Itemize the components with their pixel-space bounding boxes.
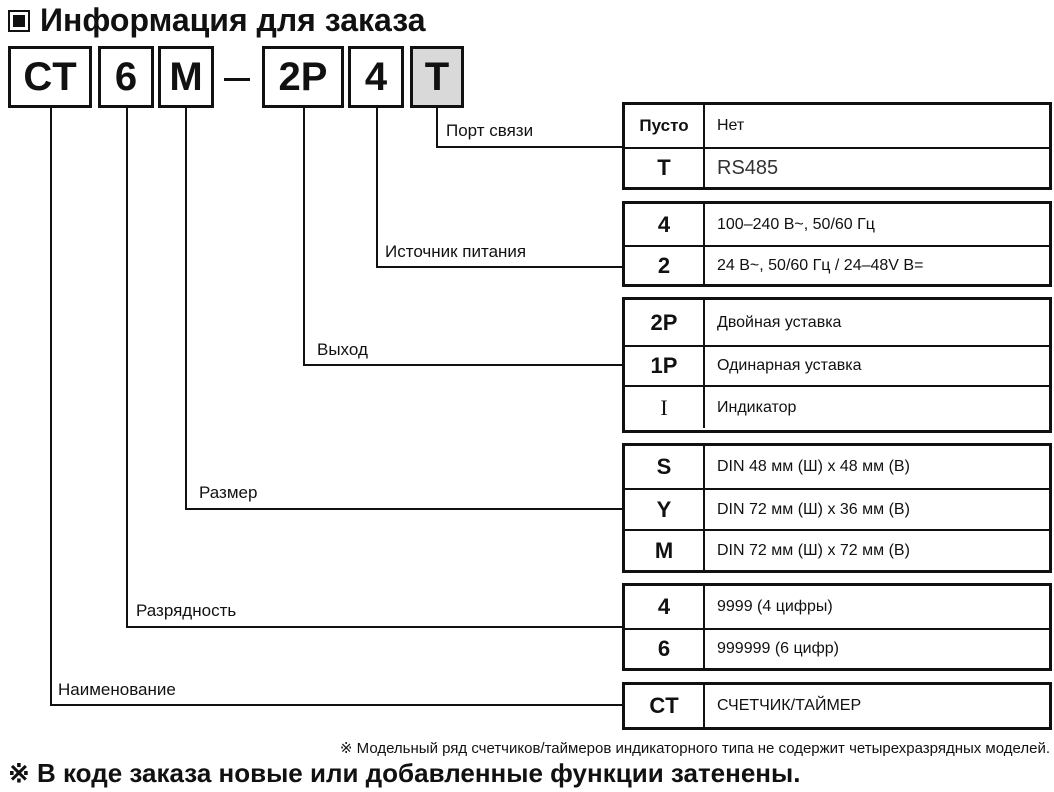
option-code: I: [625, 387, 705, 428]
option-desc: Одинарная уставка: [717, 357, 862, 374]
connector-line: [376, 108, 378, 268]
connector-line: [50, 108, 52, 706]
label-power: Источник питания: [385, 242, 527, 261]
connector-line: [126, 626, 622, 628]
label-output: Выход: [317, 340, 368, 359]
label-size: Размер: [199, 483, 258, 502]
option-desc: 999999 (6 цифр): [717, 640, 839, 657]
connector-line: [185, 108, 187, 510]
connector-line: [50, 704, 622, 706]
table-power: [622, 201, 1052, 287]
option-desc: DIN 72 мм (Ш) x 72 мм (В): [717, 541, 910, 559]
table-size: [622, 443, 1052, 573]
option-code: 2P: [625, 300, 705, 345]
table-row: [625, 204, 1049, 245]
option-desc: DIN 48 мм (Ш) x 48 мм (В): [717, 458, 910, 475]
option-desc: Индикатор: [717, 398, 797, 416]
option-desc: RS485: [717, 156, 779, 179]
option-code: Y: [625, 490, 705, 529]
option-code: 6: [625, 630, 705, 668]
connector-line: [436, 108, 438, 148]
table-digits: [622, 583, 1052, 671]
code-segment-size: M: [158, 46, 214, 108]
option-code: Пусто: [625, 105, 705, 147]
option-code: CT: [625, 685, 705, 727]
option-code: 4: [625, 586, 705, 628]
code-segment-output: 2P: [262, 46, 344, 108]
option-desc: 9999 (4 цифры): [717, 598, 833, 615]
table-row: [625, 245, 1049, 284]
option-desc: DIN 72 мм (Ш) x 36 мм (В): [717, 500, 910, 518]
connector-line: [185, 508, 622, 510]
label-comm-port: Порт связи: [446, 121, 534, 140]
table-comm-port: [622, 102, 1052, 190]
option-desc: СЧЕТЧИК/ТАЙМЕР: [717, 697, 862, 714]
table-row: [625, 300, 1049, 345]
option-desc: 24 В~, 50/60 Гц / 24–48V В=: [717, 256, 924, 274]
option-code: 1P: [625, 347, 705, 385]
table-row: [625, 685, 1049, 727]
connector-line: [303, 108, 305, 366]
table-row: [625, 345, 1049, 385]
option-code: S: [625, 446, 705, 488]
table-row: [625, 446, 1049, 488]
code-segment-ct: CT: [8, 46, 92, 108]
option-desc: Нет: [717, 117, 745, 134]
connector-line: [303, 364, 622, 366]
label-digits: Разрядность: [136, 601, 237, 620]
option-desc: 100–240 В~, 50/60 Гц: [717, 215, 875, 233]
code-segment-comm: T: [410, 46, 464, 108]
footnote: ※ Модельный ряд счетчиков/таймеров индикаторного типа не содержит четырехразрядных моделей.: [339, 740, 1050, 757]
connector-line: [436, 146, 622, 148]
code-dash: [224, 78, 250, 81]
table-output: [622, 297, 1052, 433]
option-code: 4: [625, 204, 705, 245]
table-name: [622, 682, 1052, 730]
square-bullet-icon: [8, 10, 30, 32]
table-row: [625, 488, 1049, 529]
option-code: M: [625, 531, 705, 570]
page-title-text: Информация для заказа: [40, 2, 426, 38]
table-row: [625, 529, 1049, 570]
shading-note: ※ В коде заказа новые или добавленные функции затенены.: [8, 758, 801, 788]
table-row: [625, 586, 1049, 628]
connector-line: [126, 108, 128, 628]
table-row: [625, 628, 1049, 668]
table-row: [625, 385, 1049, 428]
code-segment-power: 4: [348, 46, 404, 108]
page-title: [8, 2, 426, 39]
code-segment-digits: 6: [98, 46, 154, 108]
option-code: T: [625, 149, 705, 187]
connector-line: [376, 266, 622, 268]
option-code: 2: [625, 247, 705, 284]
option-desc: Двойная уставка: [717, 313, 842, 331]
label-name: Наименование: [58, 680, 176, 699]
table-row: [625, 147, 1049, 187]
table-row: [625, 105, 1049, 147]
